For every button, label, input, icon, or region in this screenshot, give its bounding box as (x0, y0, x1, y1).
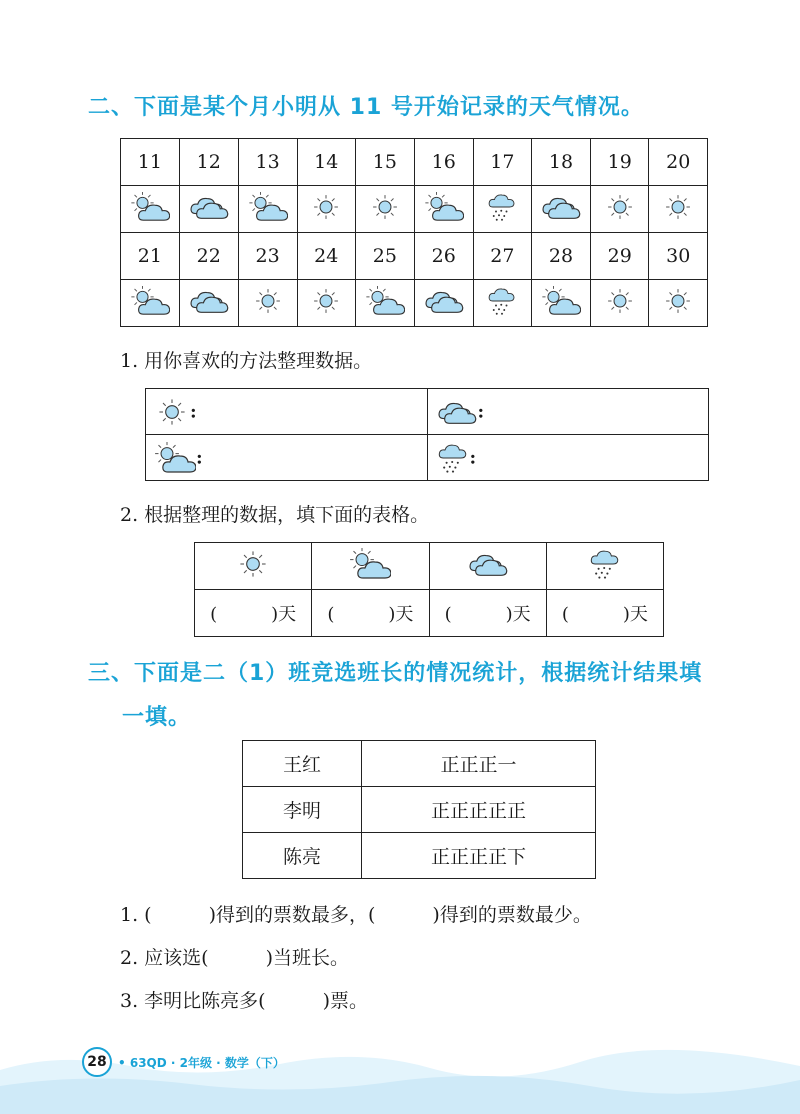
weather-record-table (120, 138, 708, 327)
date-row (121, 233, 708, 280)
weather-cell (532, 280, 591, 327)
date-cell: 25 (355, 233, 414, 280)
sunny-icon (235, 549, 271, 579)
rainy-icon (486, 205, 518, 227)
sort-colon: : (469, 447, 477, 468)
count-answer-cloudy[interactable]: ( )天 (429, 590, 546, 637)
date-cell: 18 (532, 139, 591, 186)
section2-question-2: 2. 根据整理的数据，填下面的表格。 (120, 504, 430, 526)
weather-cell (121, 280, 180, 327)
partly-cloudy-icon (365, 299, 405, 321)
date-cell: 14 (297, 139, 355, 186)
partly-cloudy-icon (541, 299, 581, 321)
sunny-icon (251, 298, 285, 320)
cloudy-icon (187, 205, 231, 227)
sort-colon: : (196, 447, 203, 468)
sunny-icon (309, 204, 343, 226)
weather-cell (297, 186, 355, 233)
date-cell: 20 (649, 139, 708, 186)
cloudy-icon (465, 549, 511, 579)
tally-marks: 正正正一 (362, 741, 596, 787)
date-cell: 17 (473, 139, 531, 186)
count-answer-sunny[interactable]: ( )天 (195, 590, 312, 637)
weather-cell (649, 280, 708, 327)
cloudy-icon (422, 299, 466, 321)
cloudy-icon (539, 205, 583, 227)
date-row (121, 139, 708, 186)
sort-cell-rainy[interactable] (427, 435, 709, 481)
weather-row (121, 280, 708, 327)
date-cell: 15 (355, 139, 414, 186)
section2-heading: 二、下面是某个月小明从 11 号开始记录的天气情况。 (88, 95, 644, 120)
candidate-name: 李明 (243, 787, 362, 833)
candidate-name: 陈亮 (243, 833, 362, 879)
date-cell: 12 (179, 139, 238, 186)
rainy-icon (588, 548, 622, 580)
weather-cell (414, 280, 473, 327)
partly-cloudy-icon (248, 205, 288, 227)
section3-question-1: 1. ( )得到的票数最多，( )得到的票数最少。 (120, 904, 592, 926)
weather-cell (532, 186, 591, 233)
weather-cell (238, 280, 297, 327)
partly-cloudy-icon (154, 447, 196, 468)
date-cell: 27 (473, 233, 531, 280)
vote-row (243, 741, 596, 787)
partly-cloudy-icon (130, 205, 170, 227)
weather-cell (473, 186, 531, 233)
weather-cell (414, 186, 473, 233)
footer-label: • 63QD · 2年级 · 数学（下） (118, 1055, 285, 1070)
date-cell: 13 (238, 139, 297, 186)
page-footer (82, 1047, 285, 1077)
date-cell: 28 (532, 233, 591, 280)
count-header-sunny (195, 543, 312, 590)
weather-cell (355, 280, 414, 327)
sunny-icon (309, 298, 343, 320)
cloudy-icon (187, 299, 231, 321)
count-header-rainy (546, 543, 663, 590)
section3-heading-line2: 一填。 (122, 705, 192, 730)
vote-row (243, 787, 596, 833)
sunny-icon (661, 204, 695, 226)
weather-cell (297, 280, 355, 327)
partly-cloudy-icon (130, 299, 170, 321)
count-answer-rainy[interactable]: ( )天 (546, 590, 663, 637)
sunny-icon (661, 298, 695, 320)
sunny-icon (154, 401, 190, 422)
date-cell: 24 (297, 233, 355, 280)
date-cell: 11 (121, 139, 180, 186)
date-cell: 26 (414, 233, 473, 280)
date-cell: 19 (591, 139, 649, 186)
section3-heading-line1: 三、下面是二（1）班竞选班长的情况统计，根据统计结果填 (88, 661, 703, 686)
section3-question-3: 3. 李明比陈亮多( )票。 (120, 990, 368, 1012)
rainy-icon (436, 447, 470, 468)
cloudy-icon (436, 401, 478, 422)
date-cell: 30 (649, 233, 708, 280)
tally-marks: 正正正正下 (362, 833, 596, 879)
weather-row (121, 186, 708, 233)
weather-count-table (194, 542, 664, 637)
weather-cell (473, 280, 531, 327)
weather-cell (355, 186, 414, 233)
count-header-cloudy (429, 543, 546, 590)
sort-cell-partly-cloudy[interactable] (146, 435, 428, 481)
weather-cell (649, 186, 708, 233)
candidate-name: 王红 (243, 741, 362, 787)
weather-cell (238, 186, 297, 233)
weather-cell (179, 280, 238, 327)
weather-cell (121, 186, 180, 233)
sort-colon: : (190, 401, 197, 422)
date-cell: 21 (121, 233, 180, 280)
count-answer-partly-cloudy[interactable]: ( )天 (312, 590, 429, 637)
date-cell: 23 (238, 233, 297, 280)
partly-cloudy-icon (424, 205, 464, 227)
tally-marks: 正正正正正 (362, 787, 596, 833)
weather-cell (179, 186, 238, 233)
sunny-icon (603, 298, 637, 320)
sort-data-table (145, 388, 709, 481)
sort-cell-sunny[interactable] (146, 389, 428, 435)
vote-row (243, 833, 596, 879)
partly-cloudy-icon (349, 548, 391, 580)
rainy-icon (486, 299, 518, 321)
weather-cell (591, 186, 649, 233)
section2-question-1: 1. 用你喜欢的方法整理数据。 (120, 350, 373, 372)
date-cell: 29 (591, 233, 649, 280)
vote-tally-table (242, 740, 596, 879)
sunny-icon (603, 204, 637, 226)
date-cell: 16 (414, 139, 473, 186)
weather-cell (591, 280, 649, 327)
sunny-icon (368, 204, 402, 226)
section3-question-2: 2. 应该选( )当班长。 (120, 947, 349, 969)
date-cell: 22 (179, 233, 238, 280)
page-number: 28 (82, 1047, 112, 1077)
sort-cell-cloudy[interactable] (427, 389, 709, 435)
count-header-partly-cloudy (312, 543, 429, 590)
sort-colon: : (477, 401, 485, 422)
